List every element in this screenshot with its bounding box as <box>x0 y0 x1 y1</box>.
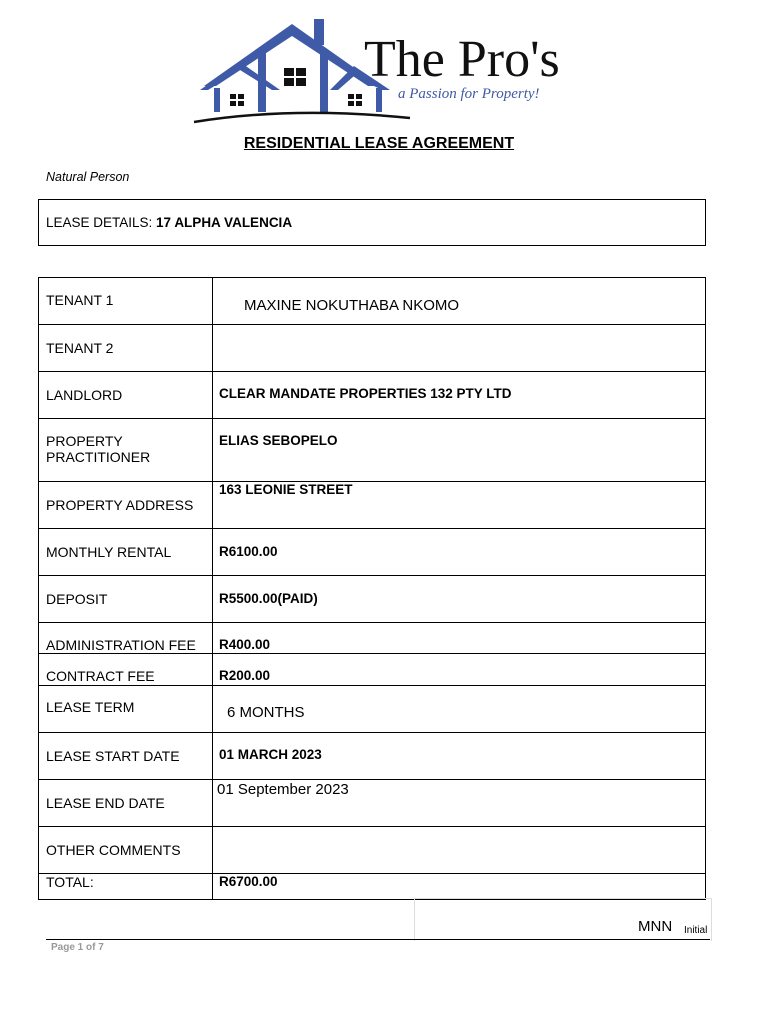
row-value: 6 MONTHS <box>227 704 305 721</box>
row-label: DEPOSIT <box>46 591 108 607</box>
row-label: LEASE END DATE <box>46 795 165 811</box>
table-row <box>39 780 706 827</box>
table-row <box>39 827 706 874</box>
row-value: R5500.00(PAID) <box>219 591 318 606</box>
row-value: R6700.00 <box>219 874 278 889</box>
table-row <box>39 482 706 529</box>
row-value: 01 September 2023 <box>217 781 349 798</box>
row-label: LEASE TERM <box>46 699 135 715</box>
lease-details-value: 17 ALPHA VALENCIA <box>156 215 293 230</box>
row-label: MONTHLY RENTAL <box>46 544 172 560</box>
row-value: R200.00 <box>219 668 271 683</box>
table-row <box>39 278 706 325</box>
brand-name: The Pro's <box>364 31 560 88</box>
table-row <box>39 686 706 733</box>
brand-tagline: a Passion for Property! <box>398 86 540 102</box>
document-subtitle: Natural Person <box>46 170 130 184</box>
table-row <box>39 623 706 654</box>
table-row <box>39 576 706 623</box>
table-row <box>39 325 706 372</box>
row-value: MAXINE NOKUTHABA NKOMO <box>244 297 460 314</box>
row-value: R6100.00 <box>219 544 278 559</box>
row-label: OTHER COMMENTS <box>46 842 181 858</box>
row-value: 01 MARCH 2023 <box>219 747 322 762</box>
table-row <box>39 529 706 576</box>
row-label: LANDLORD <box>46 387 123 403</box>
row-label: PROPERTY ADDRESS <box>46 497 194 513</box>
row-label: TOTAL: <box>46 874 94 890</box>
row-label: LEASE START DATE <box>46 748 180 764</box>
row-value: R400.00 <box>219 637 271 652</box>
row-label: TENANT 1 <box>46 292 114 308</box>
lease-details <box>46 215 292 230</box>
lease-details-label: LEASE DETAILS: <box>46 215 157 230</box>
company-logo <box>192 14 582 126</box>
table-row <box>39 372 706 419</box>
row-value: CLEAR MANDATE PROPERTIES 132 PTY LTD <box>219 386 512 401</box>
footer-divider <box>46 939 710 940</box>
lease-details-box <box>38 199 706 246</box>
row-value: 163 LEONIE STREET <box>219 482 353 497</box>
page-indicator: Page 1 of 7 <box>51 942 104 953</box>
table-row <box>39 874 706 900</box>
row-value: ELIAS SEBOPELO <box>219 433 338 448</box>
row-label: ADMINISTRATION FEE <box>46 637 196 653</box>
lease-details-table <box>38 277 706 900</box>
row-label: CONTRACT FEE <box>46 668 155 684</box>
table-row <box>39 733 706 780</box>
row-label: TENANT 2 <box>46 340 114 356</box>
initial-label: Initial <box>684 925 708 936</box>
document-title: RESIDENTIAL LEASE AGREEMENT <box>243 135 515 152</box>
table-row <box>39 419 706 482</box>
initial-value: MNN <box>638 918 673 935</box>
table-row <box>39 654 706 686</box>
row-label: PROPERTY PRACTITIONER <box>46 433 151 465</box>
